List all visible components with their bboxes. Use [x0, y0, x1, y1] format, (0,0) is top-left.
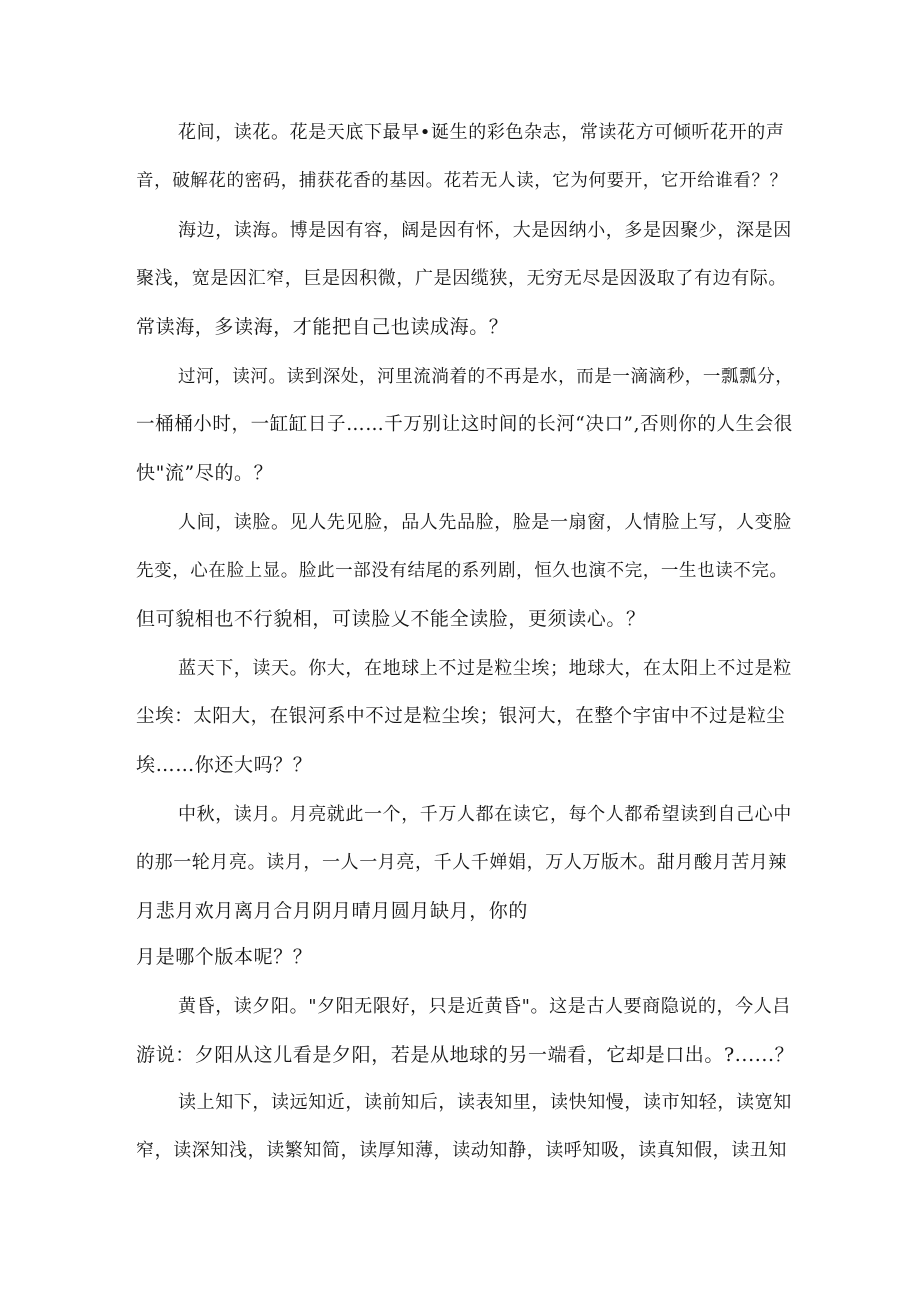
paragraph-sunset-line-2: 游说：夕阳从这儿看是夕阳，若是从地球的另一端看，它却是口出。?......？	[136, 1044, 795, 1066]
paragraph-flower-line-1: 花间，读花。花是天底下最早•诞生的彩色杂志，常读花方可倾听花开的声	[178, 122, 785, 143]
paragraph-face-line-1: 人间，读脸。见人先见脸，品人先品脸，脸是一扇窗，人情脸上写，人变脸	[178, 512, 792, 533]
paragraph-sea-line-3: 常读海，多读海，才能把自己也读成海。？	[136, 316, 509, 338]
paragraph-river-line-3: 快"流”尽的。？	[136, 462, 274, 484]
paragraph-sea-line-2: 聚浅，宽是因汇窄，巨是因积微，广是因缆狭，无穷无尽是因汲取了有边有际。	[136, 268, 787, 289]
paragraph-sea-line-1: 海边，读海。博是因有容，阔是因有怀，大是因纳小，多是因聚少，深是因	[178, 220, 792, 241]
paragraph-moon-line-3: 月悲月欢月离月合月阴月晴月圆月缺月，你的	[136, 900, 529, 922]
paragraph-sky-line-2: 尘埃：太阳大，在银河系中不过是粒尘埃；银河大，在整个宇宙中不过是粒尘	[136, 706, 786, 727]
paragraph-flower-line-2: 音，破解花的密码，捕获花香的基因。花若无人读，它为何要开，它开给谁看？？	[136, 171, 788, 191]
paragraph-sky-line-3: 埃……你还大吗？？	[136, 754, 313, 776]
paragraph-sunset-line-1: 黄昏，读夕阳。"夕阳无限好，只是近黄昏"。这是古人要商隐说的，今人吕	[178, 996, 791, 1017]
paragraph-moon-line-4: 月是哪个版本呢？？	[136, 946, 313, 968]
paragraph-face-line-2: 先变，心在脸上显。脸此一部没有结尾的系列剧，恒久也演不完，一生也读不完。	[136, 561, 788, 581]
paragraph-sky-line-1: 蓝天下，读天。你大，在地球上不过是粒尘埃；地球大，在太阳上不过是粒	[178, 658, 792, 679]
paragraph-know-line-1: 读上知下，读远知近，读前知后，读表知里，读快知慢，读市知轻，读宽知	[178, 1092, 792, 1113]
paragraph-river-line-2: 一桶桶小时，一缸缸日子……千万别让这时间的长河“决口”,否则你的人生会很	[136, 414, 793, 435]
paragraph-know-line-2: 窄，读深知浅，读繁知简，读厚知薄，读动知静，读呼知吸，读真知假，读丑知	[136, 1140, 787, 1161]
paragraph-face-line-3: 但可貌相也不行貌相，可读脸乂不能全读脸，更须读心。？	[136, 608, 646, 630]
paragraph-river-line-1: 过河，读河。读到深处，河里流淌着的不再是水，而是一滴滴秒，一瓢瓢分，	[178, 367, 794, 387]
paragraph-moon-line-1: 中秋，读月。月亮就此一个，千万人都在读它，每个人都希望读到自己心中	[178, 804, 792, 825]
paragraph-moon-line-2: 的那一轮月亮。读月，一人一月亮，千人千婵娟，万人万版木。甜月酸月苦月辣	[136, 852, 787, 873]
